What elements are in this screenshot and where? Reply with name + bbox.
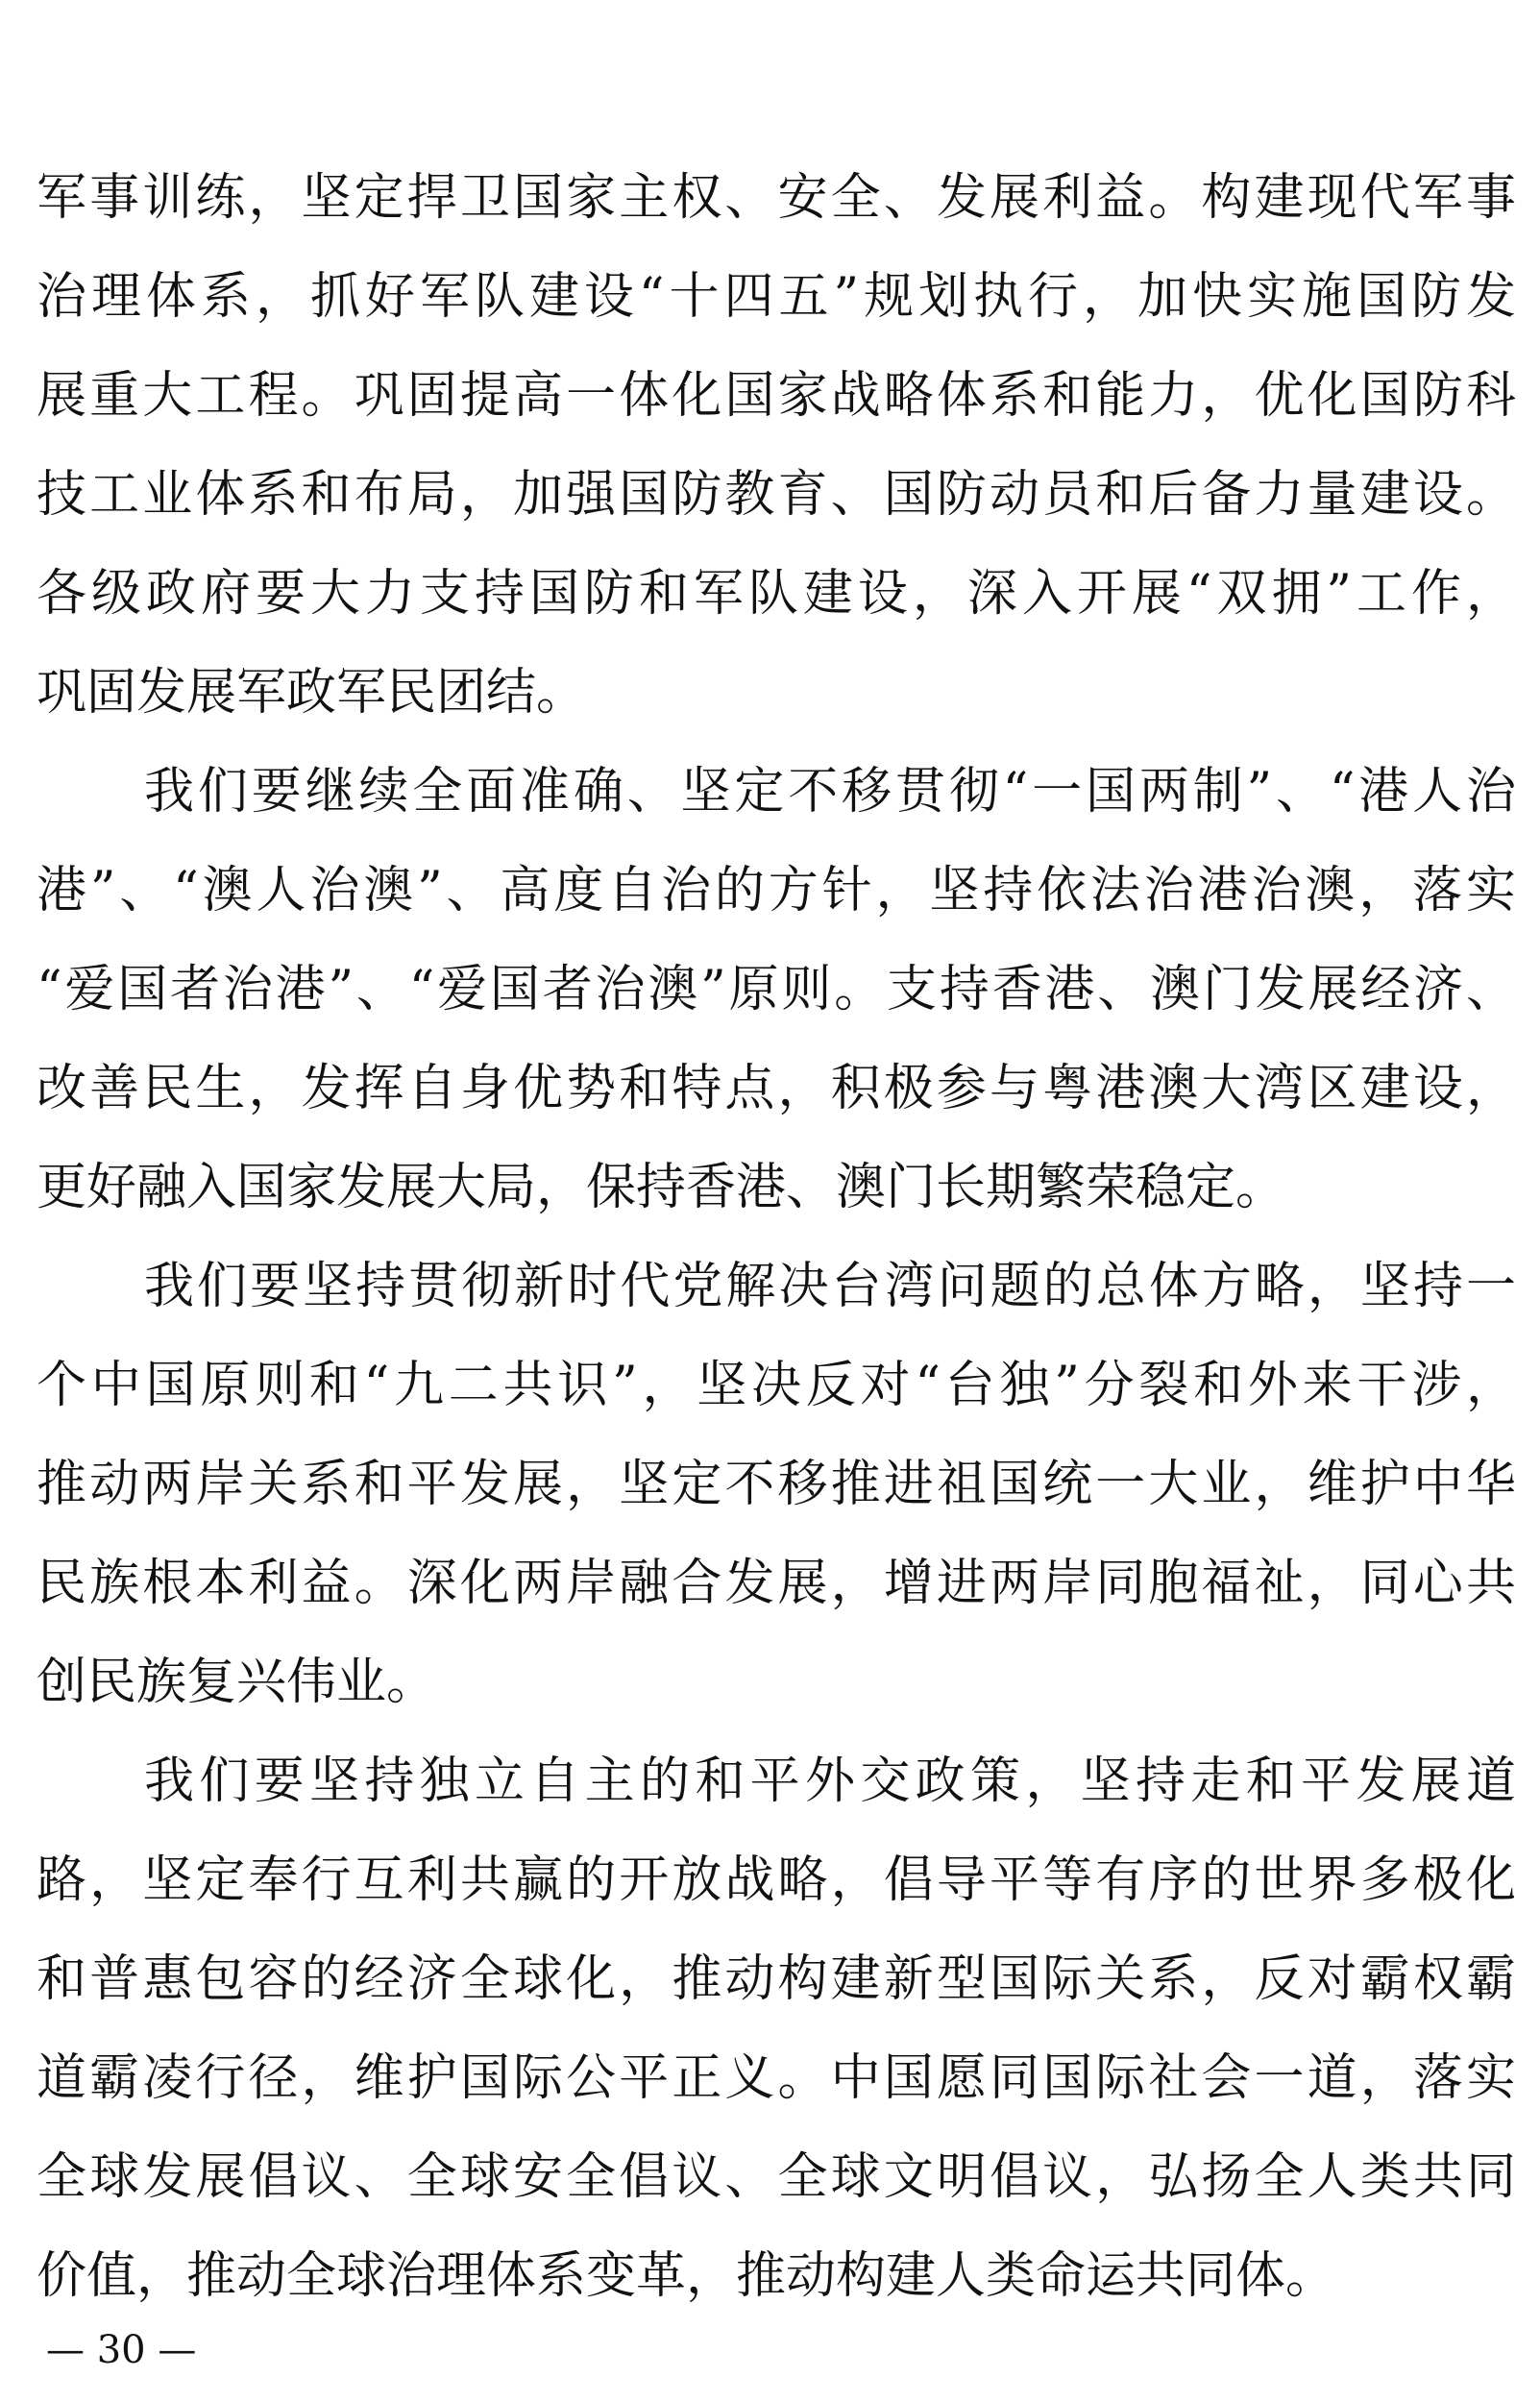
text-line: 和普惠包容的经济全球化，推动构建新型国际关系，反对霸权霸 (37, 1950, 1516, 2008)
text-line: 我们要坚持贯彻新时代党解决台湾问题的总体方略，坚持一 (144, 1258, 1516, 1315)
text-line: 技工业体系和布局，加强国防教育、国防动员和后备力量建设。 (37, 466, 1516, 524)
paragraph (37, 743, 1516, 1238)
body-text (37, 149, 1516, 2326)
page-number: — 30 — (46, 2328, 197, 2372)
text-line: 更好融入国家发展大局，保持香港、澳门长期繁荣稳定。 (37, 1159, 1286, 1216)
text-line: 个中国原则和“九二共识”，坚决反对“台独”分裂和外来干涉， (37, 1357, 1516, 1414)
text-line: 治理体系，抓好军队建设“十四五”规划执行，加快实施国防发 (37, 268, 1516, 326)
text-line: 展重大工程。巩固提高一体化国家战略体系和能力，优化国防科 (37, 367, 1516, 425)
text-line: 道霸凌行径，维护国际公平正义。中国愿同国际社会一道，落实 (37, 2049, 1516, 2107)
text-line: 价值，推动全球治理体系变革，推动构建人类命运共同体。 (37, 2247, 1336, 2305)
text-line: 创民族复兴伟业。 (37, 1654, 437, 1711)
text-line: “爱国者治港”、“爱国者治澳”原则。支持香港、澳门发展经济、 (37, 961, 1516, 1018)
text-line: 巩固发展军政军民团结。 (37, 664, 587, 722)
text-line: 推动两岸关系和平发展，坚定不移推进祖国统一大业，维护中华 (37, 1456, 1516, 1513)
text-line: 我们要坚持独立自主的和平外交政策，坚持走和平发展道 (144, 1752, 1516, 1810)
text-line: 全球发展倡议、全球安全倡议、全球文明倡议，弘扬全人类共同 (37, 2148, 1516, 2206)
text-line: 改善民生，发挥自身优势和特点，积极参与粤港澳大湾区建设， (37, 1060, 1516, 1117)
paragraph (37, 1732, 1516, 2326)
paragraph (37, 149, 1516, 743)
text-line: 各级政府要大力支持国防和军队建设，深入开展“双拥”工作， (37, 565, 1516, 623)
paragraph (37, 1238, 1516, 1732)
text-line: 我们要继续全面准确、坚定不移贯彻“一国两制”、“港人治 (144, 763, 1516, 821)
text-line: 民族根本利益。深化两岸融合发展，增进两岸同胞福祉，同心共 (37, 1555, 1516, 1612)
text-line: 港”、“澳人治澳”、高度自治的方针，坚持依法治港治澳，落实 (37, 862, 1516, 919)
text-line: 路，坚定奉行互利共赢的开放战略，倡导平等有序的世界多极化 (37, 1851, 1516, 1909)
text-line: 军事训练，坚定捍卫国家主权、安全、发展利益。构建现代军事 (37, 169, 1516, 227)
